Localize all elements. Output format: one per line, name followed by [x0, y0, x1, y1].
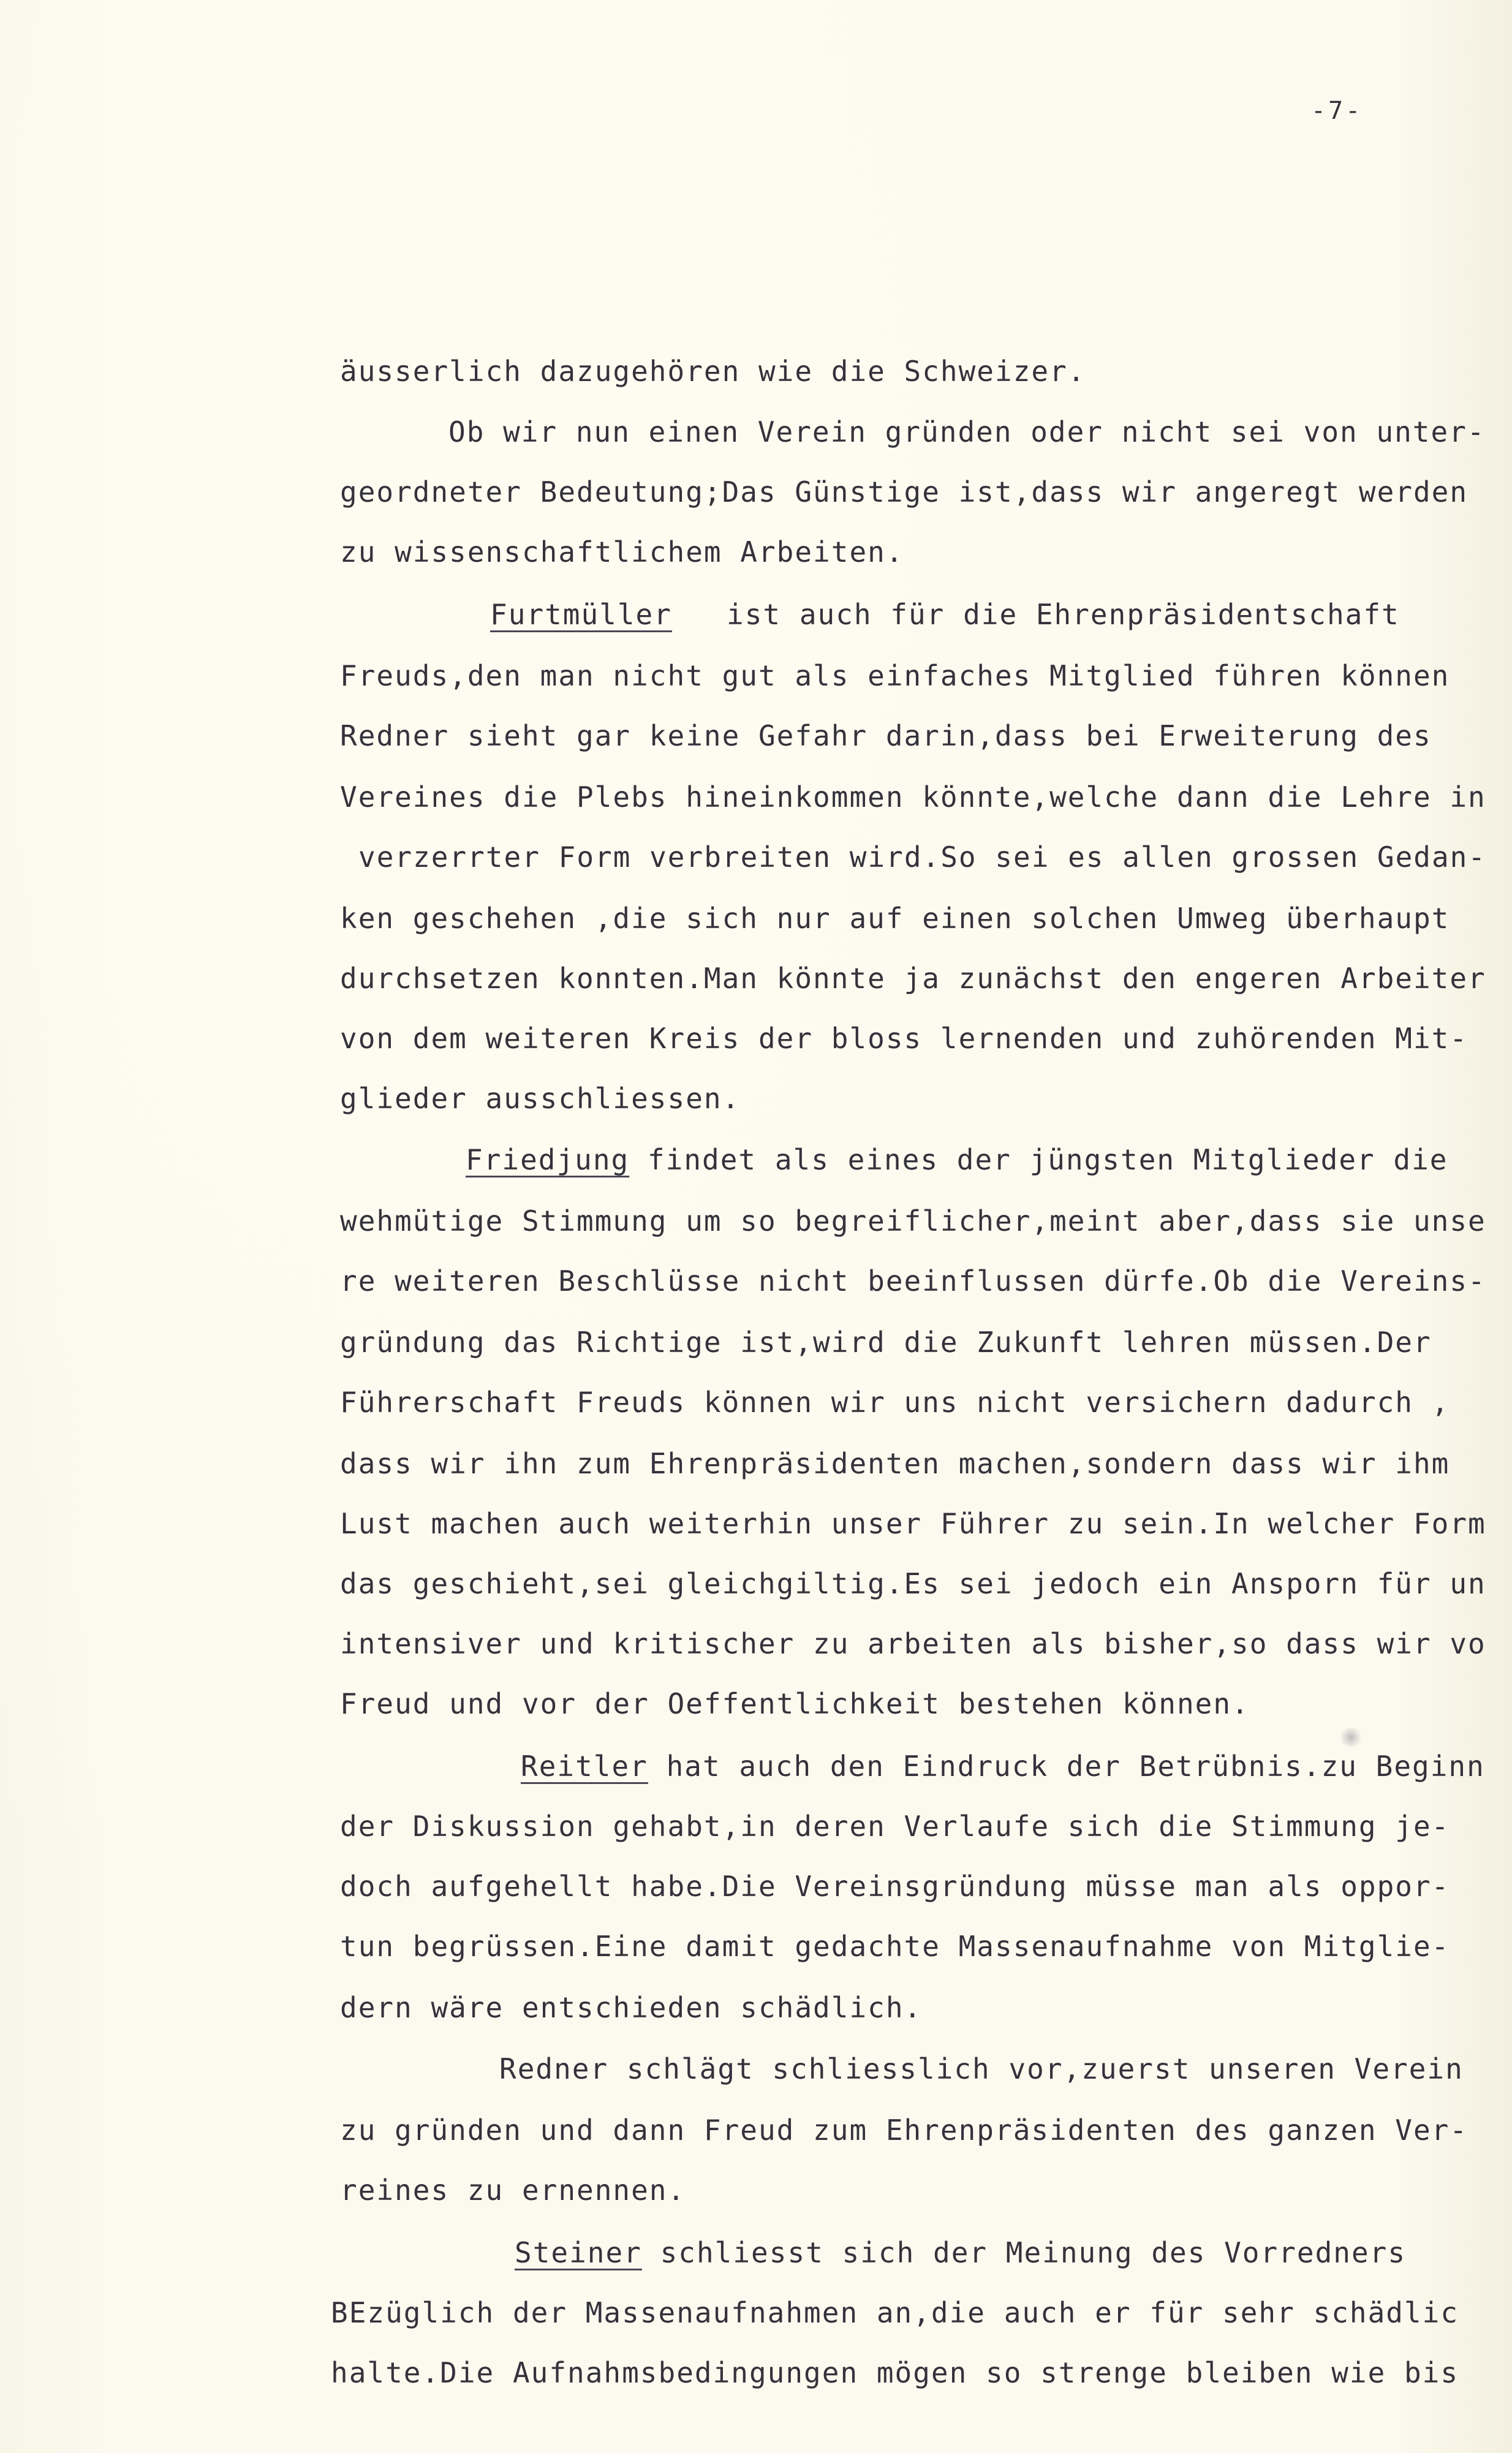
text-line: halte.Die Aufnahmsbedingungen mögen so strenge bleiben wie bis: [331, 2356, 1459, 2389]
text-line: verzerrter Form verbreiten wird.So sei es allen grossen Gedan-: [358, 841, 1487, 874]
text-line: reines zu ernennen.: [340, 2174, 686, 2207]
text-line: dass wir ihn zum Ehrenpräsidenten machen,sondern dass wir ihm: [340, 1447, 1450, 1480]
speaker-name: Friedjung: [466, 1143, 630, 1176]
text-line: Ob wir nun einen Verein gründen oder nicht sei von unter-: [448, 415, 1486, 448]
text-line: durchsetzen konnten.Man könnte ja zunächst den engeren Arbeiter: [340, 962, 1486, 995]
text-line: Führerschaft Freuds können wir uns nicht versichern dadurch ,: [340, 1386, 1450, 1419]
text-line: Vereines die Plebs hineinkommen könnte,welche dann die Lehre in: [340, 780, 1486, 814]
text-line: Redner sieht gar keine Gefahr darin,dass bei Erweiterung des: [340, 719, 1432, 752]
speaker-name: Furtmüller: [490, 598, 672, 631]
text-line: gründung das Richtige ist,wird die Zukunft lehren müssen.Der: [340, 1326, 1432, 1359]
text-line: glieder ausschliessen.: [340, 1082, 741, 1115]
text-line: von dem weiteren Kreis der bloss lernenden und zuhörenden Mit-: [340, 1022, 1469, 1055]
text-line: ist auch für die Ehrenpräsidentschaft: [727, 598, 1400, 631]
text-line: BEzüglich der Massenaufnahmen an,die auch er für sehr schädlic: [331, 2296, 1459, 2329]
paragraph-opening-friedjung: [466, 1143, 1448, 1176]
text-line: findet als eines der jüngsten Mitglieder die: [647, 1143, 1448, 1176]
text-line: ken geschehen ,die sich nur auf einen solchen Umweg überhaupt: [340, 902, 1450, 935]
text-line: schliesst sich der Meinung des Vorredners: [660, 2236, 1407, 2269]
text-line: zu gründen und dann Freud zum Ehrenpräsidenten des ganzen Ver-: [340, 2114, 1469, 2147]
paragraph-opening-reitler: [521, 1750, 1485, 1783]
speaker-name: Reitler: [521, 1750, 648, 1783]
paragraph-opening-steiner: [515, 2236, 1407, 2269]
paragraph-opening-furtmueller: [490, 600, 1400, 629]
text-line: tun begrüssen.Eine damit gedachte Massenaufnahme von Mitglie-: [340, 1930, 1450, 1963]
text-line: wehmütige Stimmung um so begreiflicher,meint aber,dass sie unse: [340, 1204, 1486, 1238]
speaker-name: Steiner: [515, 2236, 642, 2269]
text-line: Lust machen auch weiterhin unser Führer zu sein.In welcher Form: [340, 1507, 1486, 1540]
text-line: hat auch den Eindruck der Betrübnis.zu Beginn: [666, 1750, 1485, 1783]
text-line: intensiver und kritischer zu arbeiten als bisher,so dass wir vo: [340, 1627, 1486, 1660]
text-line: der Diskussion gehabt,in deren Verlaufe sich die Stimmung je-: [340, 1810, 1450, 1843]
text-line: re weiteren Beschlüsse nicht beeinflussen dürfe.Ob die Vereins-: [340, 1264, 1486, 1298]
ink-smudge: [1339, 1728, 1363, 1747]
text-line: das geschieht,sei gleichgiltig.Es sei jedoch ein Ansporn für un: [340, 1567, 1486, 1600]
text-line: geordneter Bedeutung;Das Günstige ist,dass wir angeregt werden: [340, 475, 1469, 508]
text-line: Redner schlägt schliesslich vor,zuerst unseren Verein: [499, 2052, 1464, 2085]
text-line: dern wäre entschieden schädlich.: [340, 1991, 923, 2024]
page-number: -7-: [1311, 97, 1363, 125]
text-line: Freud und vor der Oeffentlichkeit bestehen können.: [340, 1687, 1250, 1720]
text-line: doch aufgehellt habe.Die Vereinsgründung müsse man als oppor-: [340, 1870, 1450, 1903]
text-line: äusserlich dazugehören wie die Schweizer.: [340, 355, 1086, 388]
text-line: Freuds,den man nicht gut als einfaches Mitglied führen können: [340, 659, 1450, 692]
text-line: zu wissenschaftlichem Arbeiten.: [340, 535, 904, 569]
